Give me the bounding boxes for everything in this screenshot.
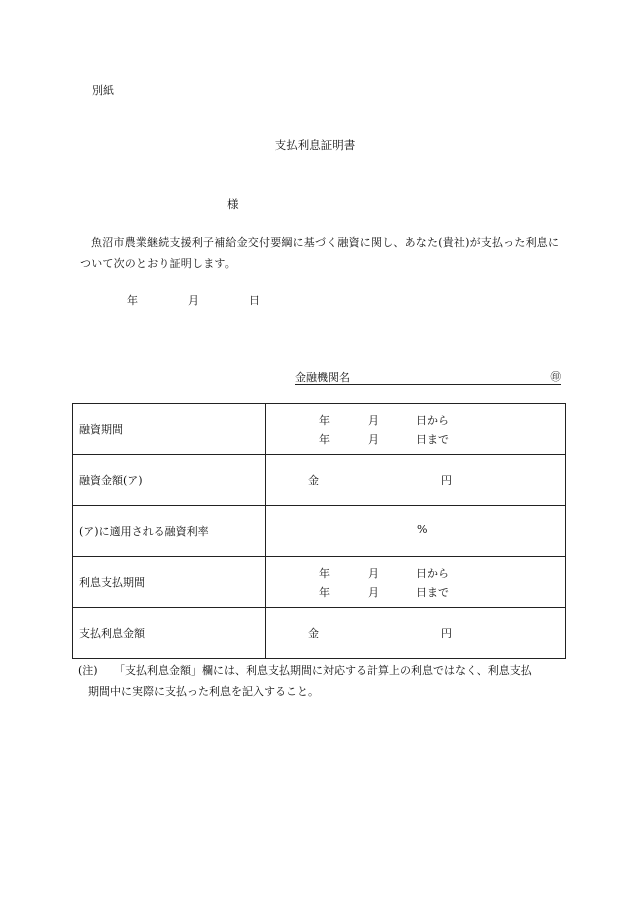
date-year-label: 年 <box>127 294 138 307</box>
yen-label: 円 <box>441 474 452 487</box>
interest-rate-value <box>266 506 566 557</box>
date-month-label: 月 <box>188 294 199 307</box>
payment-period-from <box>266 565 566 581</box>
bank-name-label: 金融機関名 <box>295 371 350 384</box>
year-label: 年 <box>319 586 330 599</box>
seal-mark: ㊞ <box>550 371 561 383</box>
month-label: 月 <box>368 433 379 446</box>
attachment-label: 別紙 <box>92 84 114 97</box>
year-label: 年 <box>319 433 330 446</box>
interest-payment-period-value <box>266 557 566 608</box>
table-row-interest-payment-period <box>73 557 566 608</box>
certification-body: 魚沼市農業継続支援利子補給金交付要綱に基づく融資に関し、あなた(貴社)が支払った利息について次のとおり証明します。 <box>80 236 560 270</box>
interest-rate-label: (ア)に適用される融資利率 <box>73 506 266 557</box>
month-label: 月 <box>368 567 379 580</box>
table-row-paid-interest-amount <box>73 608 566 659</box>
table-row-interest-rate <box>73 506 566 557</box>
document-title: 支払利息証明書 <box>274 138 356 152</box>
day-to-label: 日まで <box>416 433 449 446</box>
kin-label: 金 <box>308 627 319 640</box>
month-label: 月 <box>368 414 379 427</box>
loan-period-label: 融資期間 <box>73 404 266 455</box>
date-day-label: 日 <box>249 294 260 307</box>
paid-interest-amount-value <box>266 608 566 659</box>
year-label: 年 <box>319 567 330 580</box>
percent-label: % <box>417 523 428 536</box>
loan-amount-label: 融資金額(ア) <box>73 455 266 506</box>
day-to-label: 日まで <box>416 586 449 599</box>
year-label: 年 <box>319 414 330 427</box>
payment-period-to <box>266 584 566 600</box>
table-row-loan-amount <box>73 455 566 506</box>
yen-label: 円 <box>441 627 452 640</box>
loan-period-value <box>266 404 566 455</box>
table-row-loan-period <box>73 404 566 455</box>
note-line-2: 期間中に実際に支払った利息を記入すること。 <box>88 685 319 698</box>
loan-amount-value <box>266 455 566 506</box>
interest-payment-period-label: 利息支払期間 <box>73 557 266 608</box>
day-from-label: 日から <box>416 414 449 427</box>
note-text <box>88 660 566 702</box>
note-line-1: 「支払利息金額」欄には、利息支払期間に対応する計算上の利息ではなく、利息支払 <box>114 664 532 677</box>
loan-period-to <box>266 431 566 447</box>
note-head: (注) <box>78 664 98 677</box>
addressee-suffix: 様 <box>227 197 239 211</box>
day-from-label: 日から <box>416 567 449 580</box>
paid-interest-amount-label: 支払利息金額 <box>73 608 266 659</box>
month-label: 月 <box>368 586 379 599</box>
certificate-table <box>72 403 566 659</box>
bank-name-line <box>295 370 561 385</box>
kin-label: 金 <box>308 474 319 487</box>
loan-period-from <box>266 412 566 428</box>
